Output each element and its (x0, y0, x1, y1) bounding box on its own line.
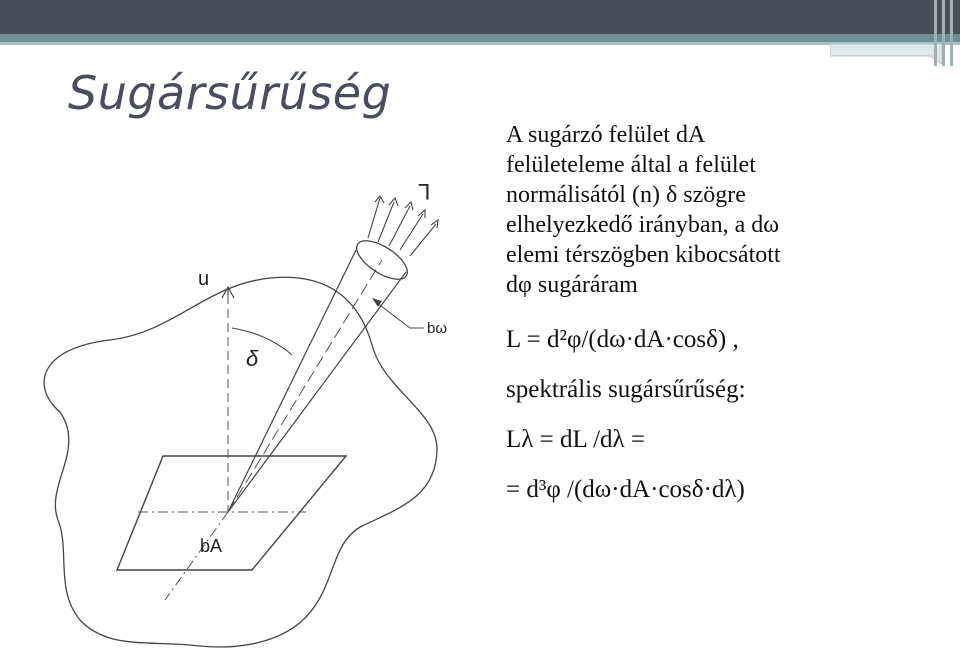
surface-element-dA (117, 456, 346, 570)
spectral-formula-1: Lλ = dL /dλ = (506, 426, 646, 453)
header-bar (0, 0, 960, 34)
description-line: dφ sugáráram (506, 272, 638, 298)
header-light-stripe (0, 42, 960, 45)
description-line: elemi térszögben kibocsátott (506, 242, 781, 268)
header-tab-decoration (830, 44, 942, 64)
label-L: L (418, 179, 431, 204)
description-line: normálisától (n) δ szögre (506, 182, 746, 208)
description-line: elhelyezkedő irányban, a dω (506, 212, 780, 238)
description-line: felületeleme által a felület (506, 152, 756, 178)
diagram-drawing (0, 150, 490, 658)
cone-edge-left (228, 250, 356, 512)
label-domega: bω (427, 320, 448, 337)
label-delta: δ (246, 346, 259, 371)
label-n: n (198, 269, 210, 291)
angle-delta-arc (232, 328, 292, 355)
header-accent-stripe (0, 34, 960, 42)
radiance-diagram (0, 150, 490, 658)
description (506, 120, 946, 300)
spectral-label: spektrális sugársűrűség: (506, 376, 746, 403)
label-dA: bA (200, 536, 223, 556)
description-line: A sugárzó felület dA (506, 122, 706, 148)
ray-arrows (368, 196, 438, 256)
corner-decoration (930, 0, 960, 66)
text-content (506, 120, 946, 503)
cone-edge-right (228, 272, 406, 512)
spectral-formula-2: = d³φ /(dω·dA·cosδ·dλ) (506, 476, 745, 503)
emitting-surface (44, 277, 437, 647)
radiance-formula: L = d²φ/(dω·dA·cosδ) , (506, 326, 739, 353)
slide-title: Sugársűrűség (68, 66, 392, 120)
